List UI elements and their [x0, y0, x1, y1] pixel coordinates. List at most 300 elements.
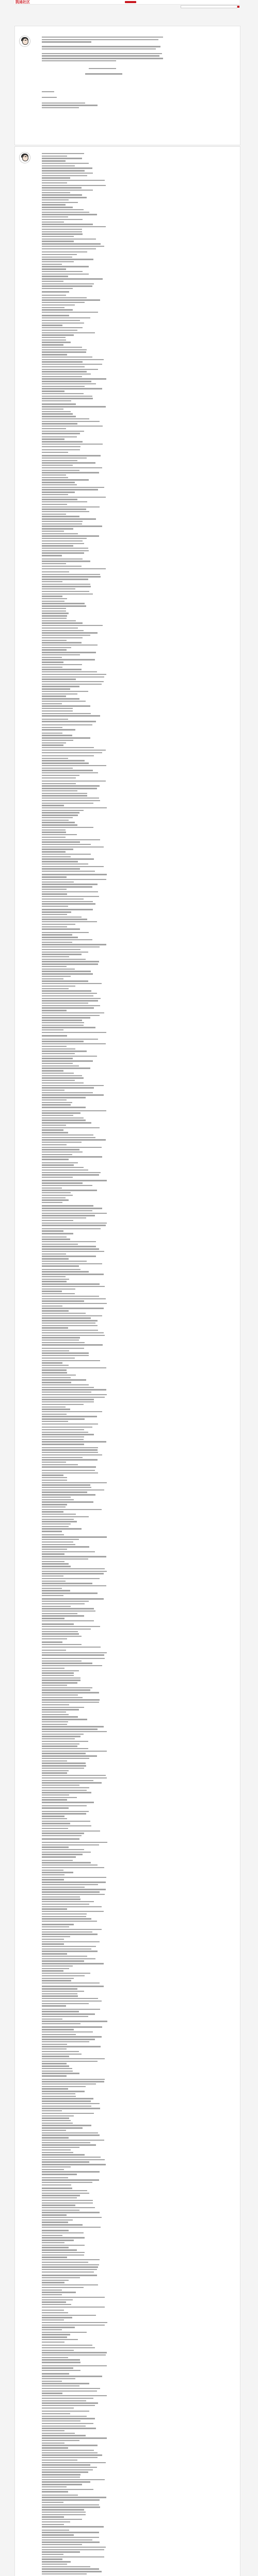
list-item: [42, 1523, 71, 1524]
list-item: [42, 1494, 95, 1495]
list-item: [42, 1447, 98, 1448]
list-item: [42, 1566, 71, 1567]
list-item: [42, 1377, 71, 1378]
list-item: [42, 239, 96, 240]
list-item: [42, 393, 84, 394]
avatar[interactable]: [19, 152, 30, 163]
list-item: [42, 2240, 74, 2241]
list-item: [42, 2539, 92, 2540]
list-item: [42, 2554, 63, 2555]
list-item: [42, 531, 64, 532]
list-item: [42, 1951, 98, 1952]
list-item: [42, 1753, 86, 1754]
list-item: [42, 332, 95, 333]
list-item: [42, 2447, 68, 2448]
list-item: [42, 2044, 67, 2045]
list-item: [42, 1352, 89, 1353]
list-item: [42, 1172, 101, 1173]
list-item: [42, 398, 93, 399]
list-item: [42, 1484, 90, 1485]
list-item: [42, 1082, 84, 1083]
list-item: [42, 1916, 86, 1917]
list-item: [42, 1313, 86, 1314]
list-item: [42, 858, 94, 859]
list-item: [42, 2322, 107, 2323]
list-item: [42, 2210, 79, 2211]
list-item: [42, 2272, 94, 2273]
list-item: [42, 1129, 63, 1130]
list-item: [42, 1449, 98, 1450]
list-item: [42, 584, 90, 585]
list-item: [42, 1831, 100, 1832]
list-item: [42, 307, 64, 308]
list-item: [42, 2154, 85, 2155]
list-item: [42, 1553, 64, 1554]
list-item: [42, 2342, 64, 2343]
list-item: [42, 2137, 69, 2138]
list-item: [42, 477, 68, 478]
list-item: [42, 2307, 105, 2308]
list-item: [42, 2354, 106, 2355]
list-item: [42, 586, 91, 587]
list-item: [42, 1286, 105, 1287]
list-item: [42, 1650, 66, 1651]
list-item: [42, 487, 104, 488]
post-1-body: [42, 37, 166, 110]
list-item: [42, 2499, 100, 2500]
list-item: [42, 1075, 82, 1076]
list-item: [42, 2462, 106, 2463]
list-item: [42, 681, 104, 682]
list-item: [42, 1647, 101, 1648]
list-item: [42, 1369, 67, 1370]
list-item: [42, 2460, 77, 2461]
list-item: [42, 1041, 84, 1042]
list-item: [42, 1556, 106, 1557]
list-item: [42, 1941, 100, 1942]
list-item: [42, 961, 99, 962]
list-item: [42, 861, 78, 862]
list-item: [42, 552, 84, 553]
list-item: [42, 1734, 84, 1735]
list-item: [42, 2259, 100, 2260]
list-item: [42, 1514, 76, 1515]
list-item: [42, 1035, 67, 1036]
list-item: [42, 1889, 106, 1890]
list-item: [42, 2339, 78, 2340]
list-item: [42, 698, 79, 699]
list-item: [42, 1414, 67, 1415]
list-item: [42, 863, 88, 865]
list-item: [42, 160, 66, 161]
list-item: [42, 605, 86, 606]
list-item: [42, 1751, 107, 1752]
list-item: [42, 315, 69, 316]
list-item: [42, 1816, 64, 1817]
list-item: [42, 1736, 80, 1737]
list-item: [42, 1003, 88, 1004]
list-item: [42, 214, 97, 215]
list-item: [42, 785, 100, 786]
list-item: [42, 1065, 79, 1066]
list-item: [42, 264, 62, 265]
list-item: [42, 1188, 62, 1189]
list-item: [42, 911, 71, 912]
list-item: [42, 688, 70, 689]
list-item: [42, 2405, 95, 2406]
list-item: [42, 2200, 93, 2201]
list-item: [42, 1743, 79, 1744]
list-item: [42, 555, 62, 556]
list-item: [42, 2416, 87, 2417]
list-item: [42, 359, 104, 360]
list-item: [42, 2514, 86, 2515]
list-item: [42, 1891, 100, 1892]
list-item: [42, 400, 71, 401]
list-item: [42, 1578, 100, 1579]
list-item: [42, 684, 102, 685]
list-item: [42, 1934, 98, 1935]
list-item: [42, 1077, 84, 1078]
list-item: [42, 216, 68, 217]
list-item: [42, 596, 62, 597]
list-item: [42, 1699, 100, 1700]
list-item: [42, 2252, 85, 2253]
list-item: [42, 2464, 90, 2465]
list-item: [42, 248, 96, 249]
list-item: [42, 1230, 63, 1231]
list-item: [42, 2108, 100, 2109]
list-item: [42, 257, 72, 258]
list-item: [42, 1833, 84, 1834]
list-item: [42, 516, 79, 517]
list-item: [42, 1365, 69, 1366]
list-item: [42, 667, 62, 668]
list-item: [42, 2207, 95, 2208]
list-item: [42, 1265, 79, 1266]
list-item: [42, 2245, 85, 2246]
list-item: [42, 1993, 77, 1994]
list-item: [42, 2423, 93, 2424]
list-item: [42, 959, 86, 960]
list-item: [42, 465, 73, 466]
list-item: [42, 1258, 69, 1259]
list-item: [42, 1384, 89, 1385]
list-item: [42, 851, 66, 852]
list-item: [42, 182, 67, 183]
list-item: [42, 674, 106, 675]
list-item: [42, 2103, 100, 2104]
list-item: [42, 330, 77, 331]
list-item: [42, 737, 90, 738]
list-item: [42, 874, 107, 875]
list-item: [42, 376, 82, 377]
list-item: [42, 727, 62, 728]
list-item: [42, 1575, 63, 1577]
list-item: [42, 1202, 62, 1203]
list-item: [42, 1794, 69, 1795]
list-item: [42, 1335, 105, 1336]
list-item: [42, 2177, 68, 2178]
list-item: [42, 431, 84, 432]
list-item: [42, 664, 82, 665]
list-item: [42, 1973, 90, 1974]
hot-button[interactable]: [125, 1, 136, 3]
list-item: [42, 1134, 93, 1136]
list-item: [42, 1571, 107, 1572]
list-item: [42, 509, 86, 510]
list-item: [42, 297, 87, 298]
list-item: [42, 518, 96, 519]
list-item: [42, 2495, 78, 2496]
list-item: [42, 1901, 94, 1902]
list-item: [42, 1487, 91, 1488]
list-item: [42, 844, 91, 845]
list-item: [42, 1926, 69, 1927]
avatar-eye: [24, 156, 25, 157]
list-item: [42, 187, 82, 188]
search-input[interactable]: [181, 5, 237, 8]
list-item: [42, 2345, 92, 2346]
list-item: [42, 1872, 73, 1873]
list-item: [42, 1931, 92, 1933]
list-item: [42, 755, 94, 756]
list-item: [42, 1406, 66, 1408]
list-item: [42, 1748, 88, 1749]
list-item: [42, 2315, 96, 2316]
list-item: [42, 2474, 80, 2475]
list-item: [42, 1427, 92, 1428]
list-item: [42, 165, 75, 166]
list-item: [42, 2188, 72, 2189]
list-item: [42, 1936, 70, 1937]
list-item: [42, 1389, 106, 1390]
list-item: [42, 1382, 71, 1383]
list-item: [42, 1835, 82, 1836]
list-item: [42, 956, 69, 957]
list-item: [42, 1865, 98, 1866]
list-item: [42, 1615, 84, 1616]
list-item: [42, 1199, 69, 1200]
list-item: [42, 212, 89, 213]
list-item: [42, 462, 95, 463]
list-item: [42, 980, 88, 981]
site-logo[interactable]: 凯迪社区: [15, 0, 30, 4]
list-item: [42, 2491, 68, 2492]
list-item: [42, 2519, 82, 2520]
list-item: [42, 649, 67, 650]
list-item: [42, 679, 76, 680]
list-item: [42, 1144, 67, 1145]
list-item: [42, 1409, 70, 1410]
list-item: [42, 2230, 69, 2231]
list-item: [42, 2381, 62, 2382]
list-item: [42, 1825, 91, 1826]
list-item: [42, 1670, 79, 1671]
list-item: [42, 2426, 86, 2427]
list-item: [42, 1360, 100, 1361]
list-item: [42, 1397, 105, 1398]
list-item: [42, 1337, 80, 1338]
list-item: [42, 2450, 94, 2451]
list-item: [42, 1439, 84, 1440]
list-item: [42, 1239, 70, 1240]
list-item: [42, 760, 85, 761]
list-item: [42, 251, 87, 252]
list-item: [42, 163, 89, 164]
list-item: [42, 1894, 105, 1895]
list-item: [42, 428, 66, 429]
list-item: [42, 2202, 93, 2204]
list-item: [42, 295, 66, 296]
list-item: [42, 1102, 72, 1103]
list-item: [42, 2034, 76, 2035]
list-item: [42, 1401, 94, 1402]
list-item: [42, 2284, 98, 2285]
list-item: [42, 1017, 90, 1018]
list-item: [42, 1228, 101, 1229]
list-item: [42, 2224, 83, 2225]
list-item: [42, 2026, 102, 2027]
list-item: [42, 438, 64, 439]
list-item: [42, 396, 92, 397]
list-item: [42, 2524, 64, 2525]
list-item: [42, 1276, 66, 1277]
list-item: [42, 1618, 64, 1619]
list-item: [42, 1291, 62, 1292]
list-item: [42, 2376, 102, 2377]
list-item: [42, 1436, 84, 1437]
list-item: [42, 1541, 73, 1543]
list-item: [42, 2021, 107, 2022]
list-item: [42, 1697, 83, 1698]
list-item: [42, 1818, 67, 1819]
list-item: [42, 1636, 82, 1637]
list-item: [42, 2534, 74, 2535]
list-item: [42, 815, 78, 816]
list-item: [42, 246, 104, 247]
list-item: [42, 317, 90, 318]
list-item: [42, 876, 67, 877]
list-item: [42, 1963, 104, 1964]
list-item: [42, 1180, 107, 1181]
list-item: [42, 1755, 97, 1756]
list-item: [42, 1330, 98, 1331]
list-item: [42, 2132, 98, 2133]
list-item: [42, 1694, 78, 1696]
list-item: [42, 2398, 93, 2399]
list-item: [42, 1849, 84, 1850]
list-item: [42, 603, 85, 604]
list-item: [42, 1125, 66, 1126]
list-item: [42, 299, 100, 300]
list-item: [42, 2370, 80, 2371]
list-item: [42, 2549, 104, 2550]
list-item: [42, 2098, 93, 2099]
list-item: [42, 224, 93, 225]
list-item: [42, 1862, 91, 1863]
list-item: [42, 1253, 66, 1255]
list-item: [42, 1005, 100, 1006]
list-item: [42, 2411, 89, 2412]
list-item: [42, 1174, 99, 1175]
list-item: [42, 1887, 85, 1888]
list-item: [42, 2486, 67, 2487]
list-item: [42, 2269, 97, 2270]
list-item: [42, 2336, 67, 2337]
list-item: [42, 177, 70, 178]
list-item: [42, 942, 72, 943]
list-item: [42, 1772, 67, 1773]
list-item: [42, 1025, 84, 1026]
list-item: [42, 446, 80, 447]
list-item: [42, 2237, 85, 2238]
list-item: [42, 558, 83, 560]
list-item: [42, 226, 106, 227]
list-item: [42, 1531, 62, 1532]
list-item: [42, 492, 75, 493]
list-item: [42, 1682, 77, 1683]
list-item: [42, 2115, 74, 2116]
list-item: [42, 366, 85, 367]
list-item: [42, 1504, 67, 1505]
list-item: [42, 2477, 80, 2478]
list-item: [42, 1870, 63, 1871]
list-item: [42, 622, 83, 623]
list-item: [42, 824, 77, 825]
list-item: [42, 2391, 97, 2392]
list-item: [42, 426, 103, 427]
list-item: [42, 871, 95, 872]
avatar-eye: [24, 40, 25, 41]
list-item: [42, 383, 96, 384]
search-icon[interactable]: [237, 6, 239, 8]
list-item: [42, 788, 97, 789]
list-item: [42, 803, 93, 804]
list-item: [42, 2506, 100, 2507]
list-item: [42, 1375, 76, 1376]
list-item: [42, 1758, 89, 1759]
list-item: [42, 662, 63, 663]
list-item: [42, 1475, 63, 1476]
list-item: [42, 1995, 78, 1996]
list-item: [42, 1660, 82, 1662]
list-item: [42, 1085, 104, 1086]
list-item: [42, 993, 97, 994]
list-item: [42, 342, 71, 343]
list-item: [42, 2378, 75, 2379]
list-item: [42, 701, 86, 702]
list-item: [42, 1020, 82, 1021]
avatar[interactable]: [19, 36, 30, 47]
list-item: [42, 199, 69, 200]
list-item: [42, 2235, 62, 2236]
list-item: [42, 1823, 70, 1824]
list-item: [42, 1998, 98, 1999]
list-item: [42, 1986, 104, 1987]
list-item: [42, 2294, 62, 2295]
list-item: [42, 1561, 64, 1562]
list-item: [42, 1056, 97, 1057]
list-item: [42, 2071, 73, 2072]
list-item: [42, 1680, 80, 1681]
list-item: [42, 642, 82, 643]
list-item: [42, 1842, 107, 1843]
list-item: [42, 1882, 106, 1883]
list-item: [42, 1470, 95, 1471]
list-item: [42, 1980, 71, 1981]
list-item: [42, 901, 93, 902]
